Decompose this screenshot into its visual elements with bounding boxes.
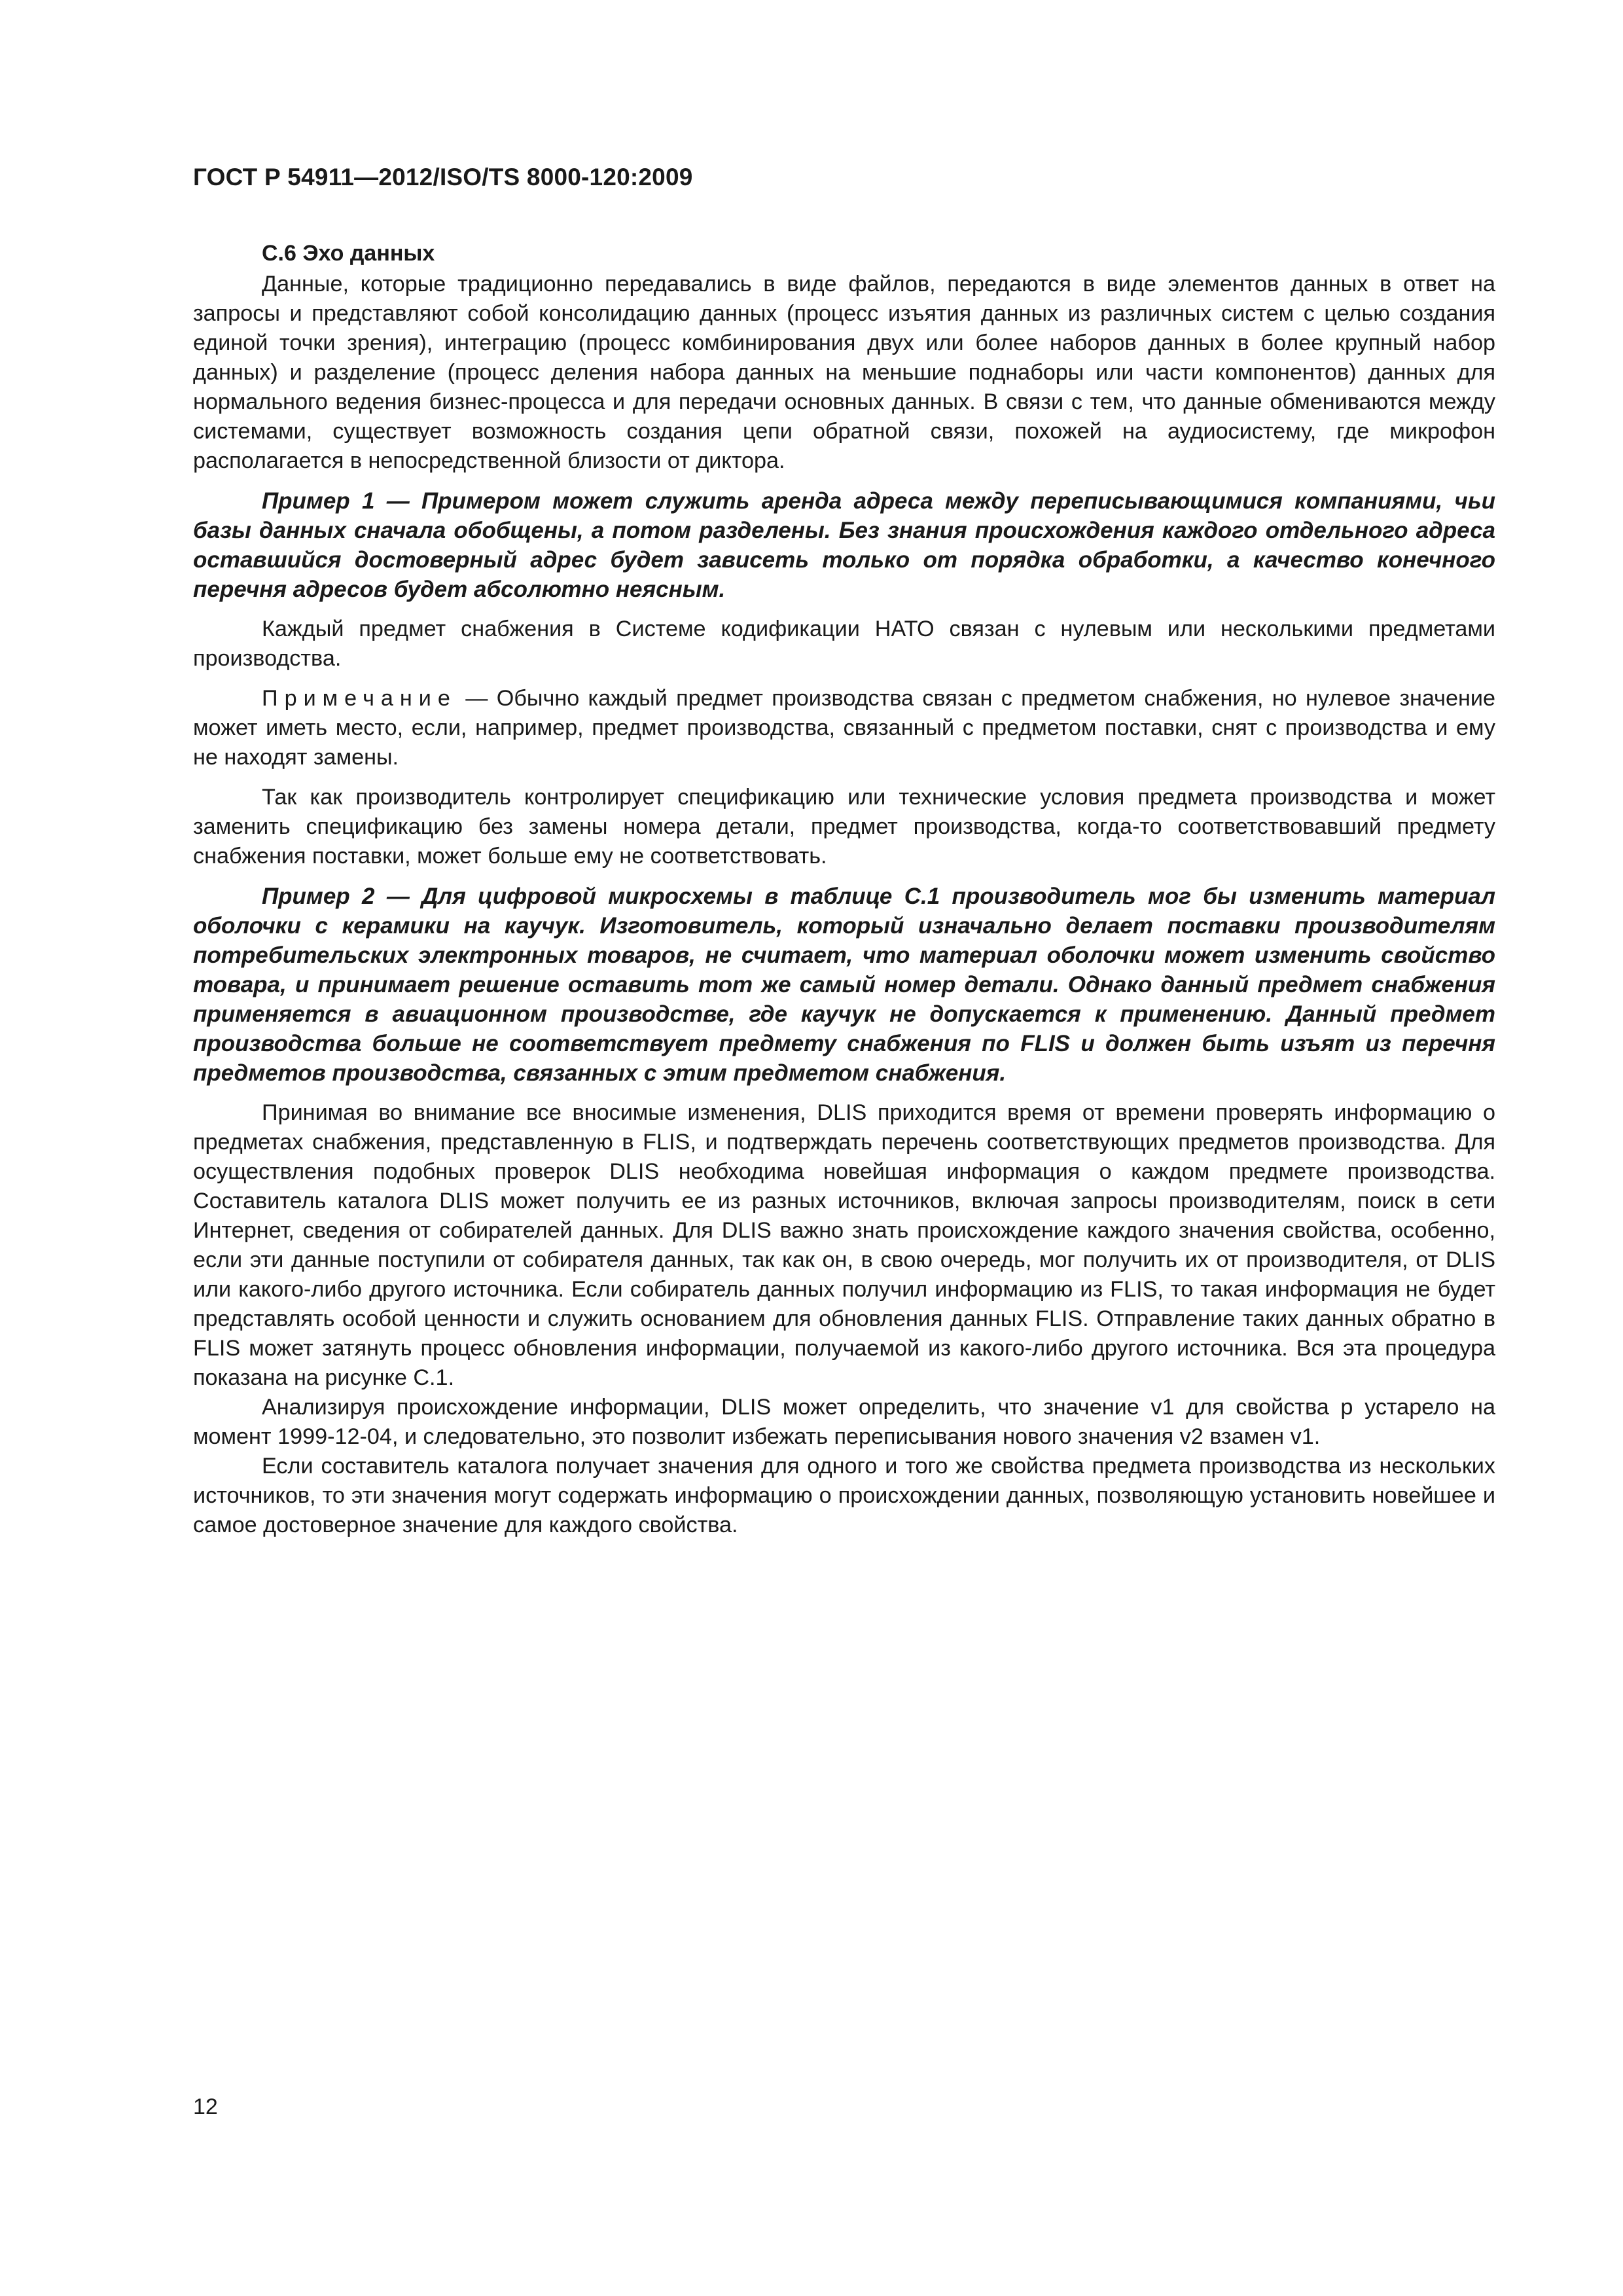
page-number: 12 [193, 2094, 218, 2119]
document-header: ГОСТ Р 54911—2012/ISO/TS 8000-120:2009 [193, 164, 693, 190]
note-label: Примечание [262, 686, 457, 711]
note [193, 684, 1495, 772]
example-1: Пример 1 — Примером может служить аренда адреса между переписывающимися компаниями, чьи базы данных сначала обобщены, а потом разделены. Без знания происхождения каждого отдельного адреса оставшийся достоверный адрес будет зависеть только от порядка обработки, а качество конечного перечня адресов будет абсолютно неясным. [193, 488, 1495, 602]
paragraph-3: Так как производитель контролирует спецификацию или технические условия предмета производства и может заменить спецификацию без замены номера детали, предмет производства, когда-то соответствовавший предмету снабжения поставки, может больше ему не соответствовать. [193, 785, 1495, 869]
note-text: — Обычно каждый предмет производства связан с предметом снабжения, но нулевое значение может иметь место, если, например, предмет производства, связанный с предметом поставки, снят с производства и ему не находят замены. [193, 686, 1495, 770]
document-body [193, 239, 1495, 1540]
paragraph-1: Данные, которые традиционно передавались в виде файлов, передаются в виде элементов данных в ответ на запросы и представляют собой консолидацию данных (процесс изъятия данных из различных систем с целью создания единой точки зрения), интеграцию (процесс комбинирования двух или более наборов данных в более крупный набор данных) и разделение (процесс деления набора данных на меньшие поднаборы или части компонентов) данных для нормального ведения бизнес-процесса и для передачи основных данных. В связи с тем, что данные обмениваются между системами, существует возможность создания цепи обратной связи, похожей на аудиосистему, где микрофон располагается в непосредственной близости от диктора. [193, 272, 1495, 473]
section-heading: С.6 Эхо данных [262, 241, 435, 266]
paragraph-6: Если составитель каталога получает значения для одного и того же свойства предмета производства из нескольких источников, то эти значения могут содержать информацию о происхождении данных, позволяющую установить новейшее и самое достоверное значение для каждого свойства. [193, 1454, 1495, 1537]
paragraph-5: Анализируя происхождение информации, DLIS может определить, что значение v1 для свойства p устарело на момент 1999-12-04, и следовательно, это позволит избежать переписывания нового значения v2 взамен v1. [193, 1395, 1495, 1449]
paragraph-2: Каждый предмет снабжения в Системе кодификации НАТО связан с нулевым или несколькими предметами производства. [193, 617, 1495, 671]
paragraph-4: Принимая во внимание все вносимые изменения, DLIS приходится время от времени проверять информацию о предметах снабжения, представленную в FLIS, и подтверждать перечень соответствующих предметов производства. Для осуществления подобных проверок DLIS необходима новейшая информация о каждом предмете производства. Составитель каталога DLIS может получить ее из разных источников, включая запросы производителям, поиск в сети Интернет, сведения от собирателей данных. Для DLIS важно знать происхождение каждого значения свойства, особенно, если эти данные поступили от собирателя данных, так как он, в свою очередь, мог получить их от производителя, от DLIS или какого-либо другого источника. Если собиратель данных получил информацию из FLIS, то такая информация не будет представлять особой ценности и служить основанием для обновления данных FLIS. Отправление таких данных обратно в FLIS может затянуть процесс обновления информации, получаемой из какого-либо другого источника. Вся эта процедура показана на рисунке С.1. [193, 1100, 1495, 1390]
example-2: Пример 2 — Для цифровой микросхемы в таблице С.1 производитель мог бы изменить материал оболочки с керамики на каучук. Изготовитель, который изначально делает поставки производителям потребительских электронных товаров, не считает, что материал оболочки может изменить свойство товара, и принимает решение оставить тот же самый номер детали. Однако данный предмет снабжения применяется в авиационном производстве, где каучук не допускается к применению. Данный предмет производства больше не соответствует предмету снабжения по FLIS и должен быть изъят из перечня предметов производства, связанных с этим предметом снабжения. [193, 884, 1495, 1086]
